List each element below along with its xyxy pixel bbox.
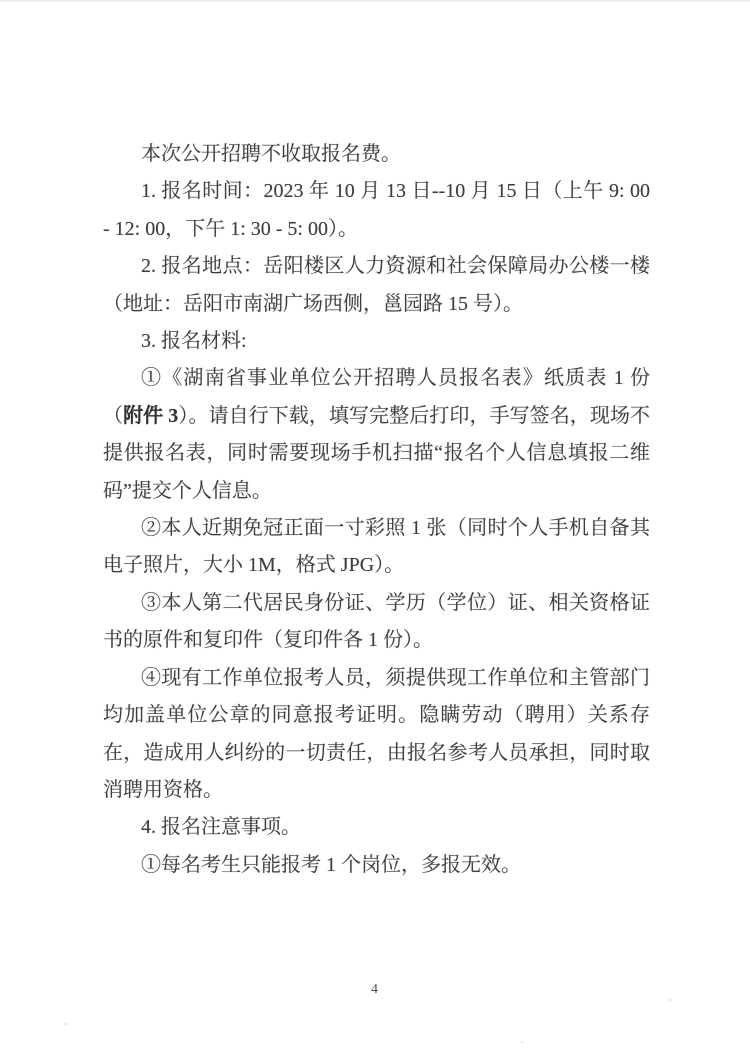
text-segment: ②本人近期免冠正面一寸彩照 1 张（同时个人手机自备其电子照片，大小 1M，格式 JPG）。 [103,517,650,577]
page-top-edge [0,0,750,2]
paragraph [103,847,650,884]
text-segment: 2. 报名地点：岳阳楼区人力资源和社会保障局办公楼一楼（地址：岳阳市南湖广场西侧，邕园路 15 号）。 [103,255,650,315]
paragraph [103,510,650,585]
document-body [103,136,650,884]
paragraph [103,809,650,846]
paragraph [103,585,650,660]
text-segment: 3. 报名材料: [141,330,247,353]
paragraph [103,248,650,323]
paragraph [103,173,650,248]
scan-speckle [668,999,671,1001]
text-segment: ③本人第二代居民身份证、学历（学位）证、相关资格证书的原件和复印件（复印件各 1 份）。 [103,591,650,652]
bold-text-segment: 附件 3 [123,404,179,427]
paragraph [103,360,650,510]
text-segment: 本次公开招聘不收取报名费。 [141,143,401,165]
text-segment: ）。请自行下载，填写完整后打印，手写签名，现场不提供报名表，同时需要现场手机扫描“报名个人信息填报二维码”提交个人信息。 [103,404,651,502]
text-segment: ①每名考生只能报考 1 个岗位，多报无效。 [141,853,521,876]
paragraph [103,323,650,360]
text-segment: ④现有工作单位报考人员，须提供现工作单位和主管部门均加盖单位公章的同意报考证明。隐瞒劳动（聘用）关系存在，造成用人纠纷的一切责任，由报名参考人员承担，同时取消聘用资格。 [103,666,650,801]
scan-speckle [521,1041,524,1043]
scan-speckle [64,1023,67,1025]
text-segment: ①《湖南省事业单位公开招聘人员报名表》纸质表 1 份（ [103,367,650,427]
paragraph [103,660,650,810]
paragraph [103,136,650,173]
text-segment: 4. 报名注意事项。 [141,816,301,839]
page-number: 4 [371,982,379,997]
text-segment: 1. 报名时间：2023 年 10 月 13 日--10 月 15 日（上午 9: 00 - 12: 00，下午 1: 30 - 5: 00）。 [103,180,650,240]
